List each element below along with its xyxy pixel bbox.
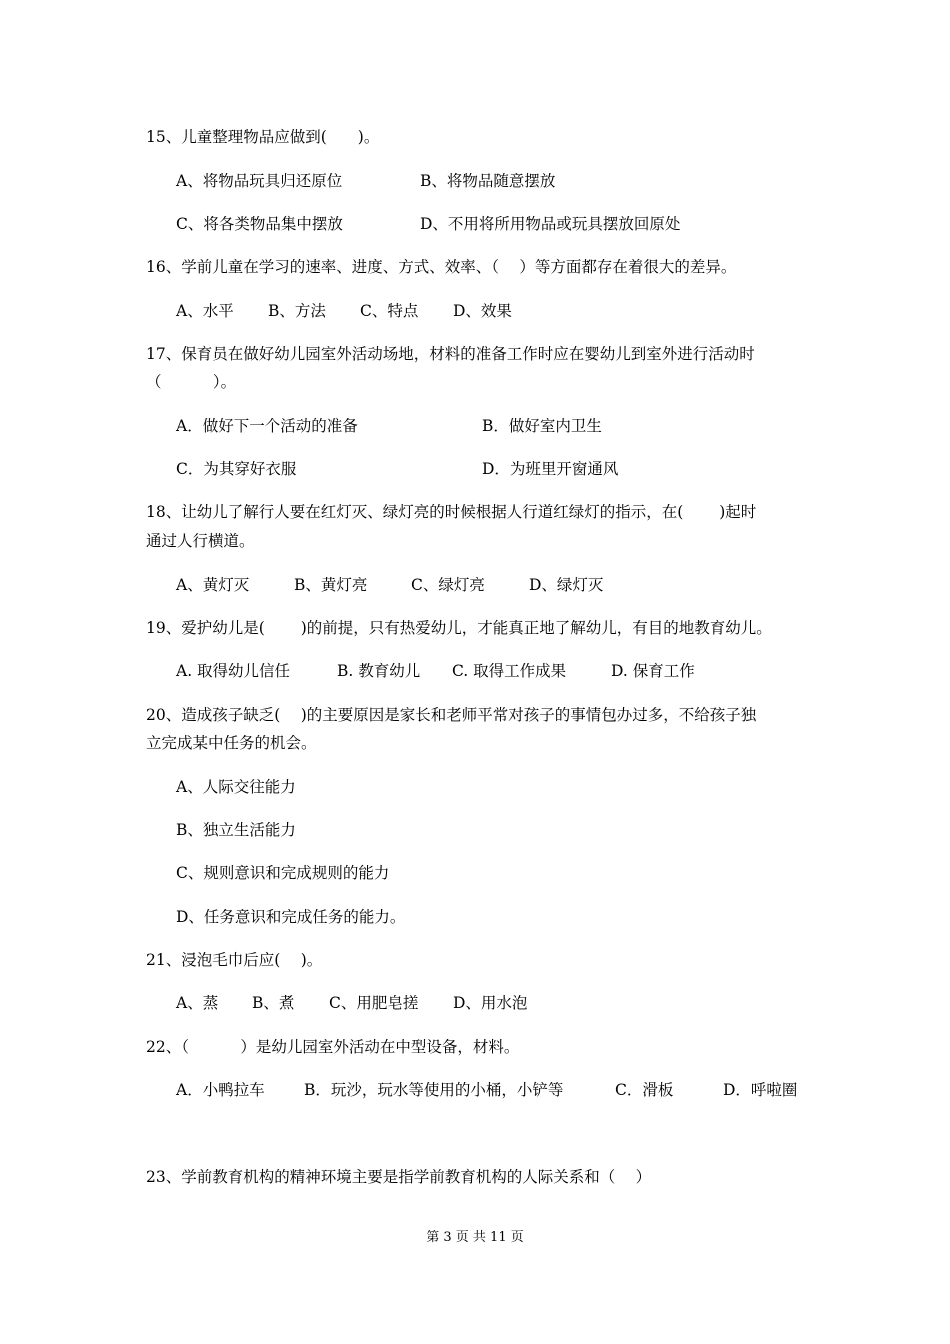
page-footer: 第 3 页 共 11 页 [426,1230,524,1245]
question-18-option-b: B、黄灯亮 [294,576,368,594]
question-18-text: 18、让幼儿了解行人要在红灯灭、绿灯亮的时候根据人行道红绿灯的指示，在( )起时 [146,503,757,521]
question-15-text: 15、儿童整理物品应做到( )。 [146,128,380,146]
question-17-text: 17、保育员在做好幼儿园室外活动场地，材料的准备工作时应在婴幼儿到室外进行活动时 [146,345,755,363]
question-20-option-b: B、独立生活能力 [176,821,296,839]
question-19-text: 19、爱护幼儿是( )的前提，只有热爱幼儿，才能真正地了解幼儿，有目的地教育幼儿。 [146,619,772,637]
question-20-text-cont: 立完成某中任务的机会。 [146,734,317,752]
question-17-option-b: B．做好室内卫生 [482,417,602,435]
question-19-option-a: A. 取得幼儿信任 [176,662,291,680]
question-21-option-a: A、蒸 [176,994,219,1012]
question-21-option-c: C、用肥皂搓 [329,994,419,1012]
question-21-option-d: D、用水泡 [453,994,528,1012]
question-20-option-c: C、规则意识和完成规则的能力 [176,864,390,882]
question-20-option-a: A、人际交往能力 [176,778,296,796]
question-20-text: 20、造成孩子缺乏( )的主要原因是家长和老师平常对孩子的事情包办过多，不给孩子独 [146,706,757,724]
question-19-option-b: B. 教育幼儿 [337,662,421,680]
question-16-option-d: D、效果 [453,302,512,320]
question-15-option-d: D、不用将所用物品或玩具摆放回原处 [420,215,681,233]
question-19-option-c: C. 取得工作成果 [452,662,567,680]
question-16-option-c: C、特点 [360,302,419,320]
question-23-text: 23、学前教育机构的精神环境主要是指学前教育机构的人际关系和（ ） [146,1168,652,1186]
question-22-option-a: A．小鸭拉车 [176,1081,265,1099]
question-16-option-b: B、方法 [268,302,326,320]
question-15-option-a: A、将物品玩具归还原位 [176,172,343,190]
question-22-option-d: D．呼啦圈 [723,1081,798,1099]
question-18-text-cont: 通过人行横道。 [146,532,255,550]
question-17-option-d: D．为班里开窗通风 [482,460,619,478]
question-17-text-cont: （ ）。 [146,373,237,391]
question-18-option-d: D、绿灯灭 [529,576,604,594]
question-21-text: 21、浸泡毛巾后应( )。 [146,951,323,969]
question-16-text: 16、学前儿童在学习的速率、进度、方式、效率、（ ）等方面都存在着很大的差异。 [146,258,737,276]
question-18-option-c: C、绿灯亮 [411,576,485,594]
question-22-option-c: C．滑板 [615,1081,674,1099]
question-21-option-b: B、煮 [252,994,295,1012]
question-22-option-b: B．玩沙，玩水等使用的小桶，小铲等 [304,1081,564,1099]
question-17-option-a: A．做好下一个活动的准备 [176,417,358,435]
question-22-text: 22、（ ）是幼儿园室外活动在中型设备，材料。 [146,1038,520,1056]
question-18-option-a: A、黄灯灭 [176,576,250,594]
question-16-option-a: A、水平 [176,302,234,320]
question-15-option-c: C、将各类物品集中摆放 [176,215,343,233]
question-19-option-d: D. 保育工作 [611,662,695,680]
question-15-option-b: B、将物品随意摆放 [420,172,556,190]
question-20-option-d: D、任务意识和完成任务的能力。 [176,908,406,926]
question-17-option-c: C．为其穿好衣服 [176,460,297,478]
